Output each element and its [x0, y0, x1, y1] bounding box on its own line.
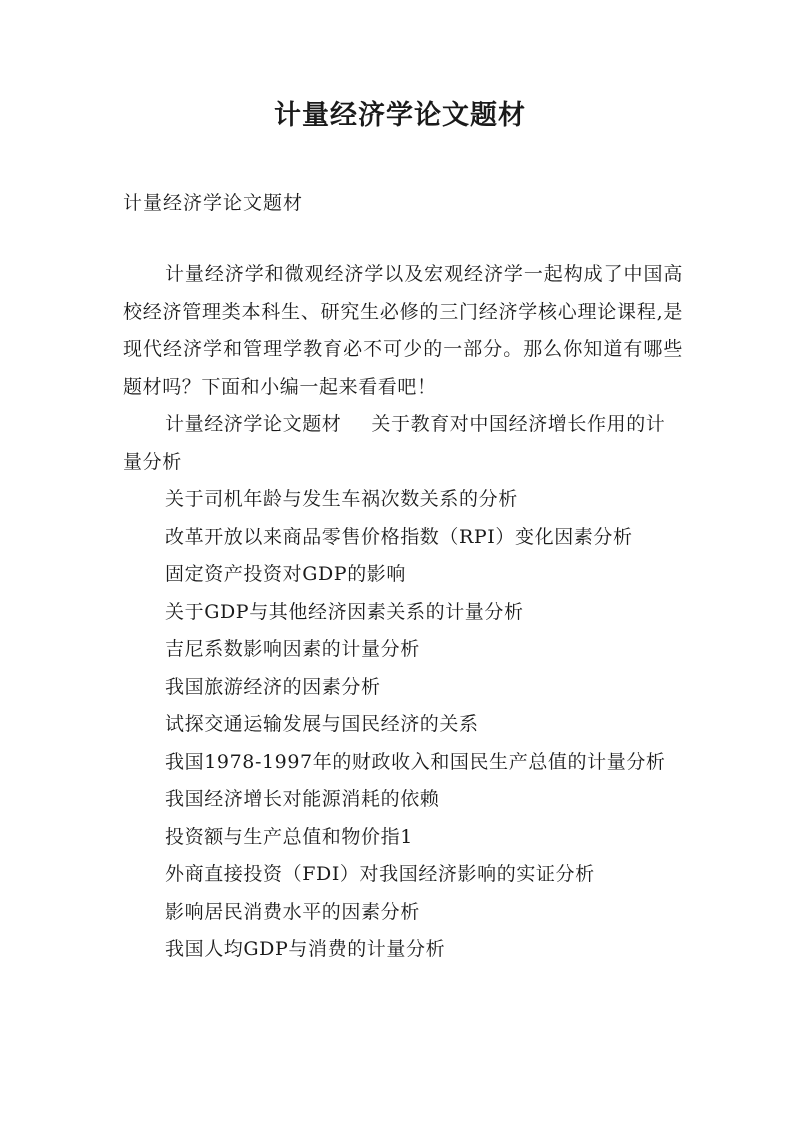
list-item: 我国经济增长对能源消耗的依赖	[165, 788, 440, 810]
list-item: 改革开放以来商品零售价格指数（RPI）变化因素分析	[165, 525, 633, 548]
document-body	[123, 256, 683, 969]
document-subtitle: 计量经济学论文题材	[123, 192, 304, 214]
list-item: 我国1978-1997年的财政收入和国民生产总值的计量分析	[165, 750, 666, 773]
section-heading: 计量经济学论文题材	[165, 413, 342, 435]
list-item: 固定资产投资对GDP的影响	[165, 563, 406, 585]
list-item: 外商直接投资（FDI）对我国经济影响的实证分析	[165, 863, 595, 885]
list-item: 投资额与生产总值和物价指1	[165, 825, 413, 848]
list-item: 关于GDP与其他经济因素关系的计量分析	[165, 600, 524, 623]
document-title: 计量经济学论文题材	[274, 100, 526, 131]
list-item: 吉尼系数影响因素的计量分析	[165, 638, 420, 660]
topic-list	[123, 481, 683, 969]
list-item: 关于司机年龄与发生车祸次数关系的分析	[165, 488, 518, 510]
list-item: 影响居民消费水平的因素分析	[165, 900, 420, 923]
intro-paragraph: 计量经济学和微观经济学以及宏观经济学一起构成了中国高校经济管理类本科生、研究生必修的三门经济学核心理论课程,是现代经济学和管理学教育必不可少的一部分。那么你知道有哪些题材吗？下面和小编一起来看看吧！	[123, 263, 683, 398]
list-item: 试探交通运输发展与国民经济的关系	[165, 713, 479, 735]
list-item: 我国旅游经济的因素分析	[165, 675, 381, 698]
list-item: 我国人均GDP与消费的计量分析	[165, 938, 446, 960]
topic-heading-line	[123, 406, 683, 481]
first-topic: 关于教育对中国经济增长作用的计量分析	[123, 413, 666, 473]
